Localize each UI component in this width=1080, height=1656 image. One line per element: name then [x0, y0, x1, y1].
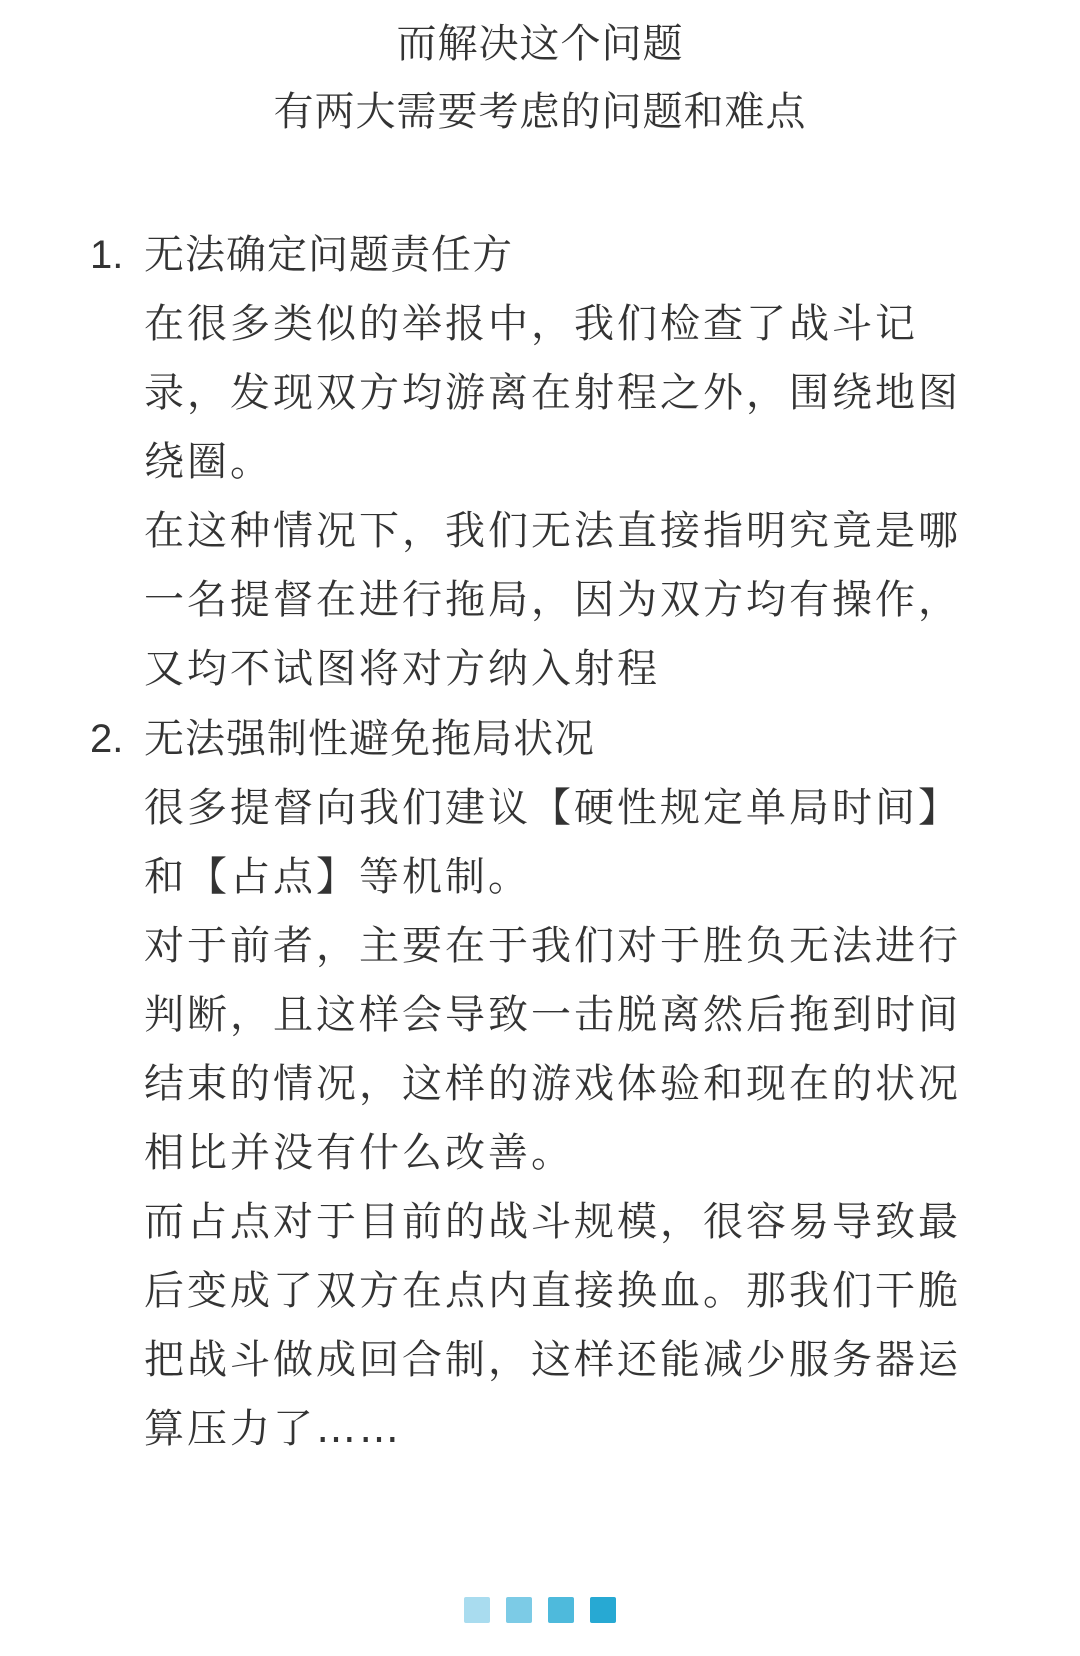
paragraph-line: 很多提督向我们建议【硬性规定单局时间】 [144, 785, 961, 831]
page-indicator-dot[interactable] [506, 1597, 532, 1623]
item-paragraph [144, 497, 1041, 704]
difficulty-list [90, 220, 1040, 1464]
paragraph-line: 相比并没有什么改善。 [144, 1130, 574, 1176]
list-item-1 [90, 220, 1040, 704]
paragraph-line: 把战斗做成回合制，这样还能减少服务器运 [144, 1337, 961, 1383]
item-paragraph [144, 290, 1041, 497]
page-indicator-dot[interactable] [464, 1597, 490, 1623]
item-number: 1. [90, 233, 124, 277]
item-title: 无法强制性避免拖局状况 [144, 716, 595, 762]
intro-heading [0, 10, 1080, 146]
paragraph-line: 对于前者，主要在于我们对于胜负无法进行 [144, 923, 961, 969]
paragraph-line: 和【占点】等机制。 [144, 854, 531, 900]
paragraph-line: 判断，且这样会导致一击脱离然后拖到时间 [144, 992, 961, 1038]
item-number: 2. [90, 717, 124, 761]
paragraph-line: 在很多类似的举报中，我们检查了战斗记 [144, 301, 918, 347]
item-title: 无法确定问题责任方 [144, 232, 513, 278]
page-indicator-dot[interactable] [548, 1597, 574, 1623]
heading-line-2: 有两大需要考虑的问题和难点 [273, 89, 807, 135]
paragraph-line: 在这种情况下，我们无法直接指明究竟是哪 [144, 508, 961, 554]
paragraph-line: 后变成了双方在点内直接换血。那我们干脆 [144, 1268, 961, 1314]
paragraph-line: 又均不试图将对方纳入射程 [144, 646, 660, 692]
paragraph-line: 结束的情况，这样的游戏体验和现在的状况 [144, 1061, 961, 1107]
item-paragraph [144, 774, 1041, 912]
paragraph-line: 绕圈。 [144, 439, 273, 485]
paragraph-line: 录，发现双方均游离在射程之外，围绕地图 [144, 370, 961, 416]
item-paragraph [144, 1188, 1041, 1464]
page-indicator [0, 1597, 1080, 1627]
list-item-2 [90, 704, 1040, 1464]
page-indicator-dot[interactable] [590, 1597, 616, 1623]
paragraph-line: 算压力了…… [144, 1406, 402, 1452]
item-paragraph [144, 912, 1041, 1188]
heading-line-1: 而解决这个问题 [396, 21, 684, 67]
paragraph-line: 一名提督在进行拖局，因为双方均有操作， [144, 577, 961, 623]
paragraph-line: 而占点对于目前的战斗规模，很容易导致最 [144, 1199, 961, 1245]
